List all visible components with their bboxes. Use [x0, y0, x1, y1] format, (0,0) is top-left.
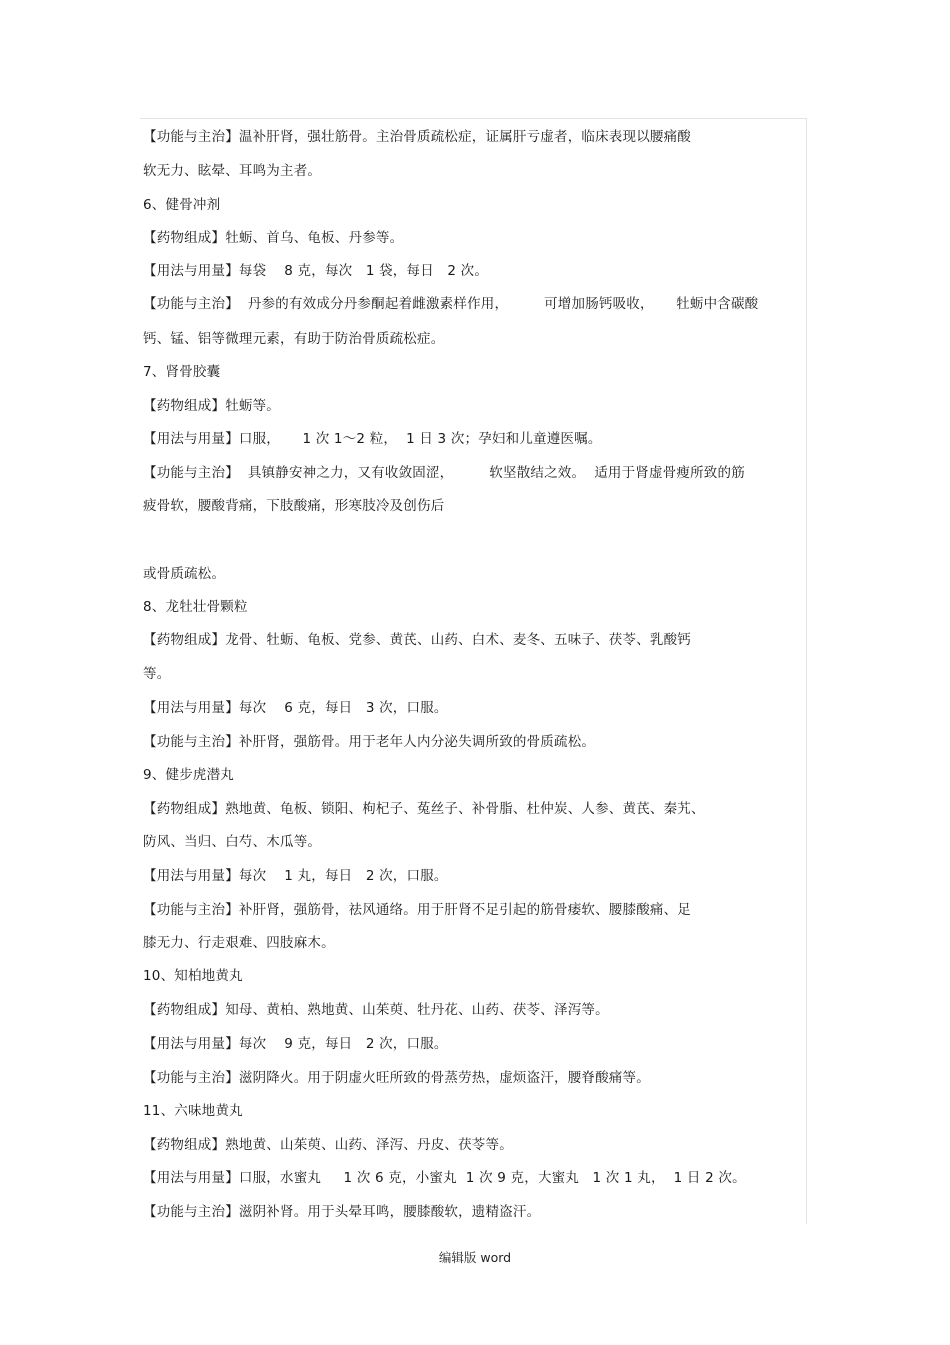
text-line: 【用法与用量】每次 9 克，每日 2 次，口服。: [143, 1036, 448, 1052]
text-line: 【药物组成】牡蛎等。: [143, 398, 280, 414]
text-line: 【药物组成】熟地黄、龟板、锁阳、枸杞子、菟丝子、补骨脂、杜仲炭、人参、黄芪、秦艽、: [143, 801, 705, 817]
text-line: 等。: [143, 666, 171, 682]
text-line: 【药物组成】熟地黄、山茱萸、山药、泽泻、丹皮、茯苓等。: [143, 1137, 513, 1153]
text-line: 防风、当归、白芍、木瓜等。: [143, 834, 322, 850]
text-line: 【功能与主治】滋阴补肾。用于头晕耳鸣，腰膝酸软，遗精盗汗。: [143, 1204, 541, 1220]
text-line: 软无力、眩晕、耳鸣为主者。: [143, 163, 322, 179]
text-line: 【用法与用量】每袋 8 克，每次 1 袋，每日 2 次。: [143, 263, 489, 279]
text-line: 或骨质疏松。: [143, 566, 226, 582]
text-line: 【功能与主治】温补肝肾，强壮筋骨。主治骨质疏松症，证属肝亏虚者，临床表现以腰痛酸: [143, 129, 691, 145]
section-heading: 8、龙牡壮骨颗粒: [143, 599, 248, 615]
text-line: 【功能与主治】滋阴降火。用于阴虚火旺所致的骨蒸劳热，虚烦盗汗，腰脊酸痛等。: [143, 1070, 650, 1086]
text-line: 【功能与主治】补肝肾，强筋骨。用于老年人内分泌失调所致的骨质疏松。: [143, 734, 596, 750]
text-line: 膝无力、行走艰难、四肢麻木。: [143, 935, 335, 951]
page-footer: 编辑版 word: [438, 1250, 512, 1265]
text-line: 【药物组成】龙骨、牡蛎、龟板、党参、黄芪、山药、白术、麦冬、五味子、茯苓、乳酸钙: [143, 632, 691, 648]
text-line: 【药物组成】知母、黄柏、熟地黄、山茱萸、牡丹花、山药、茯苓、泽泻等。: [143, 1002, 609, 1018]
text-line: 【功能与主治】 具镇静安神之力，又有收敛固涩， 软坚散结之效。 适用于肾虚骨瘦所致的筋: [143, 465, 745, 481]
text-line: 【药物组成】牡蛎、首乌、龟板、丹参等。: [143, 230, 404, 246]
section-heading: 9、健步虎潜丸: [143, 767, 234, 783]
page-frame-top: [140, 118, 806, 119]
text-line: 【用法与用量】口服，水蜜丸 1 次 6 克，小蜜丸 1 次 9 克，大蜜丸 1 次 1 丸， 1 日 2 次。: [143, 1170, 746, 1186]
section-heading: 7、肾骨胶囊: [143, 364, 221, 380]
section-heading: 6、健骨冲剂: [143, 197, 221, 213]
text-line: 【用法与用量】每次 6 克，每日 3 次，口服。: [143, 700, 448, 716]
text-line: 【功能与主治】补肝肾，强筋骨，祛风通络。用于肝肾不足引起的筋骨痿软、腰膝酸痛、足: [143, 902, 691, 918]
text-line: 钙、锰、铝等微理元素，有助于防治骨质疏松症。: [143, 331, 445, 347]
section-heading: 10、知柏地黄丸: [143, 968, 243, 984]
text-line: 【用法与用量】口服， 1 次 1～2 粒， 1 日 3 次；孕妇和儿童遵医嘱。: [143, 431, 602, 447]
text-line: 疲骨软，腰酸背痛，下肢酸痛，形寒肢冷及创伤后: [143, 498, 445, 514]
text-line: 【用法与用量】每次 1 丸，每日 2 次，口服。: [143, 868, 448, 884]
text-line: 【功能与主治】 丹参的有效成分丹参酮起着雌激素样作用， 可增加肠钙吸收， 牡蛎中含碳酸: [143, 296, 759, 312]
page-frame-right: [806, 118, 807, 1224]
section-heading: 11、六味地黄丸: [143, 1103, 243, 1119]
